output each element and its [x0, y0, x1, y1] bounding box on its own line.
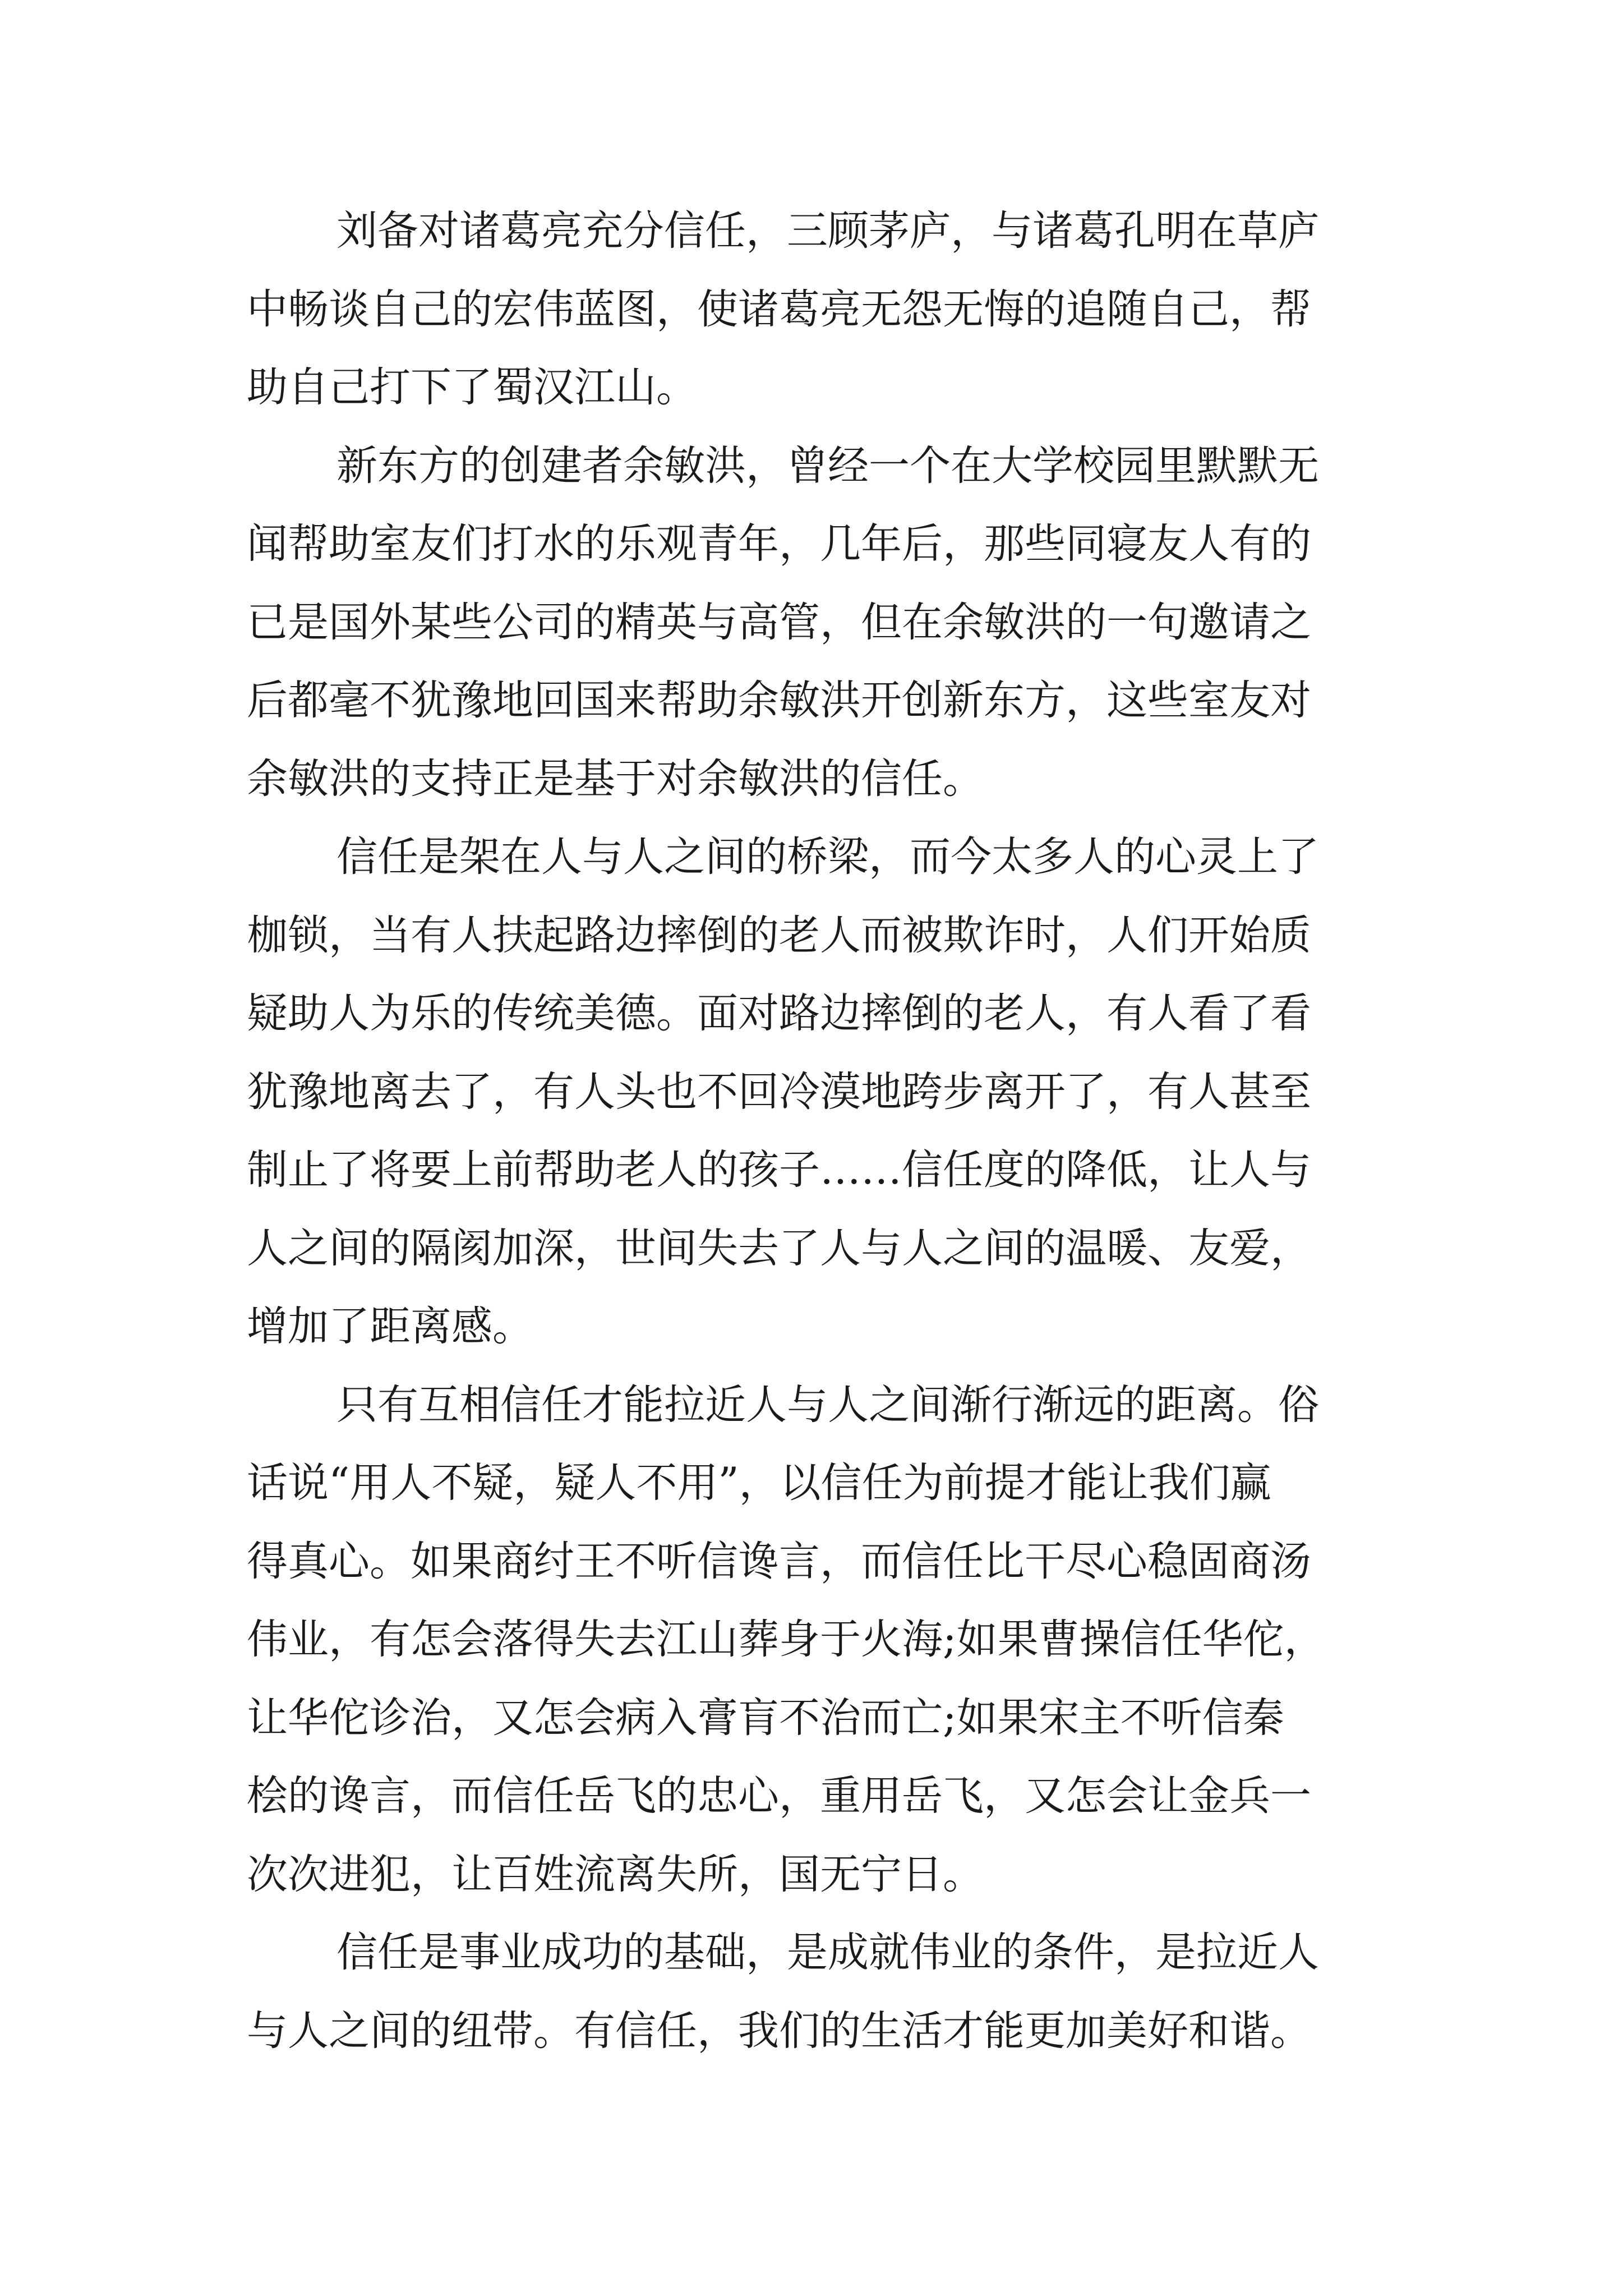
text-line: 伟业，有怎会落得失去江山葬身于火海;如果曹操信任华佗， — [247, 1616, 1325, 1663]
text-line: 枷锁，当有人扶起路边摔倒的老人而被欺诈时，人们开始质 — [247, 911, 1311, 959]
text-line: 助自己打下了蜀汉江山。 — [247, 364, 697, 411]
text-line: 次次进犯，让百姓流离失所，国无宁日。 — [247, 1850, 984, 1898]
text-line: 犹豫地离去了，有人头也不回冷漠地跨步离开了，有人甚至 — [247, 1068, 1311, 1116]
text-line: 余敏洪的支持正是基于对余敏洪的信任。 — [247, 754, 984, 803]
text-line: 增加了距离感。 — [247, 1303, 533, 1350]
text-line: 只有互相信任才能拉近人与人之间渐行渐远的距离。俗 — [336, 1381, 1319, 1429]
paragraph — [247, 1913, 1396, 2070]
text-line: 人之间的隔阂加深，世间失去了人与人之间的温暖、友爱， — [247, 1224, 1311, 1272]
text-line: 新东方的创建者余敏洪，曾经一个在大学校园里默默无 — [336, 441, 1319, 490]
text-line: 让华佗诊治，又怎会病入膏肓不治而亡;如果宋主不听信秦 — [247, 1694, 1284, 1742]
text-line: 中畅谈自己的宏伟蓝图，使诸葛亮无怨无悔的追随自己，帮 — [247, 285, 1311, 333]
text-line: 制止了将要上前帮助老人的孩子……信任度的降低，让人与 — [247, 1146, 1311, 1194]
text-line: 信任是事业成功的基础，是成就伟业的条件，是拉近人 — [336, 1929, 1319, 1976]
paragraph — [247, 1366, 1396, 1914]
text-line: 疑助人为乐的传统美德。面对路边摔倒的老人，有人看了看 — [247, 990, 1311, 1037]
text-line: 后都毫不犹豫地回国来帮助余敏洪开创新东方，这些室友对 — [247, 677, 1311, 724]
text-line: 话说“用人不疑，疑人不用”，以信任为前提才能让我们赢 — [247, 1459, 1271, 1507]
paragraph — [247, 192, 1396, 427]
paragraph — [247, 818, 1396, 1366]
text-line: 信任是架在人与人之间的桥梁，而今太多人的心灵上了 — [336, 833, 1319, 881]
text-line: 得真心。如果商纣王不听信谗言，而信任比干尽心稳固商汤 — [247, 1537, 1311, 1585]
text-line: 已是国外某些公司的精英与高管，但在余敏洪的一句邀请之 — [247, 598, 1311, 646]
text-line: 桧的谗言，而信任岳飞的忠心，重用岳飞，又怎会让金兵一 — [247, 1772, 1311, 1820]
essay-body — [247, 192, 1396, 2070]
text-line: 刘备对诸葛亮充分信任，三顾茅庐，与诸葛孔明在草庐 — [336, 207, 1319, 255]
text-line: 闻帮助室友们打水的乐观青年，几年后，那些同寝友人有的 — [247, 520, 1311, 568]
paragraph — [247, 427, 1396, 818]
text-line: 与人之间的纽带。有信任，我们的生活才能更加美好和谐。 — [247, 2007, 1311, 2055]
